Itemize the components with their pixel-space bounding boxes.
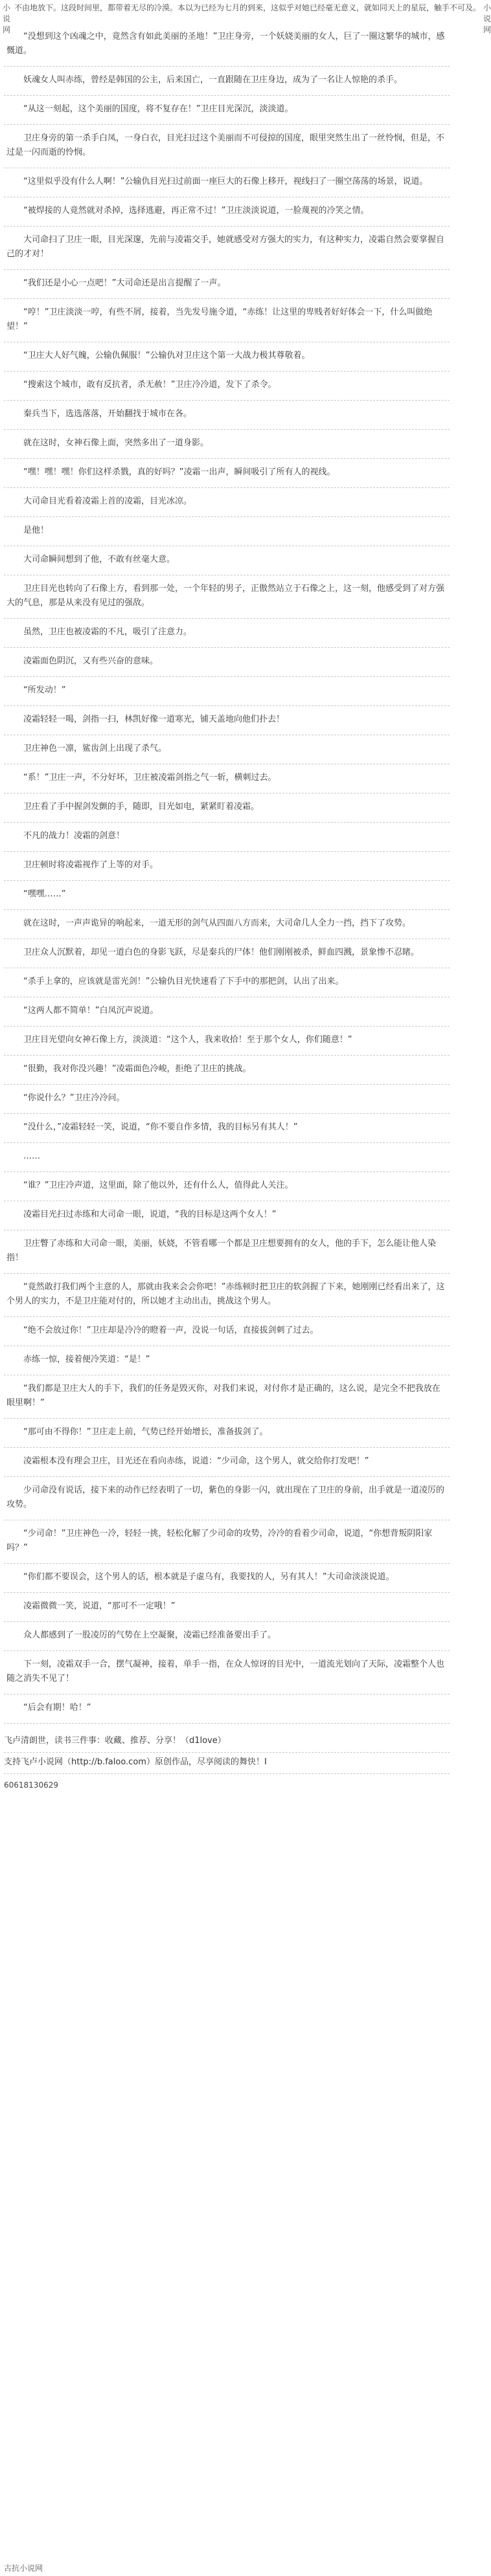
paragraph: 虽然，卫庄也被凌霜的不凡，吸引了注意力。 xyxy=(4,619,450,648)
paragraph: 卫庄神色一凛，鲨齿剑上出现了杀气。 xyxy=(4,735,450,764)
paragraph: 是他！ xyxy=(4,517,450,546)
paragraph: 凌霜轻轻一喝，剑指一扫，林凯好像一道寒光，铺天盖地向他们扑去！ xyxy=(4,706,450,735)
paragraph: “卫庄大人好气魄，公输仇佩服！”公输仇对卫庄这个第一大战力极其尊敬着。 xyxy=(4,342,450,372)
paragraph: 凌霜根本没有理会卫庄，目光还在看向赤练，说道：“少司命，这个男人，就交给你打发吧！” xyxy=(4,1448,450,1477)
paragraph: “谁？”卫庄冷声道，这里面，除了他以外，还有什么人，值得此人关注。 xyxy=(4,1172,450,1201)
paragraph: “很勤，我对你没兴趣！”凌霜面色冷峻，拒绝了卫庄的挑战。 xyxy=(4,1056,450,1085)
paragraph: 就在这时，一声声诡异的响起来，一道无形的剑气从四面八方而来，大司命几人全力一挡，挡下了攻势。 xyxy=(4,910,450,939)
header-text: 不由地放下。这段时间里，都带着无尽的冷漠。本以为已经为七月的到来，这似乎对她已经毫无意义，就如同天上的星辰，触手不可及。 xyxy=(14,3,481,12)
footer-support-link[interactable]: 支持飞卢小说网（http://b.faloo.com）原创作品，尽享阅读的舞快！Ⅰ xyxy=(4,1753,450,1774)
paragraph: “所发动！” xyxy=(4,677,450,706)
paragraph: 卫庄顿时将凌霜视作了上等的对手。 xyxy=(4,852,450,881)
paragraph: 卫庄身旁的第一杀手白凤，一身白衣，目光扫过这个美丽而不可侵掠的国度，眼里突然生出了一丝怜悯，但是，不过是一闪而逝的怜悯。 xyxy=(4,125,450,168)
paragraph: “搜索这个城市，敢有反抗者，杀无赦！”卫庄冷冷道，发下了杀令。 xyxy=(4,372,450,401)
paragraph: 凌霜面色阴沉，又有些兴奋的意味。 xyxy=(4,648,450,677)
footer-slogan: 飞卢清朗世，读书三件事：收藏、推荐、分享！（d1love） xyxy=(4,1731,450,1753)
paragraph: 不凡的战力！凌霜的剑意！ xyxy=(4,823,450,852)
paragraph: “这里似乎没有什么人啊！”公输仇目光扫过前面一座巨大的石像上移开，视线扫了一圈空荡荡的场景，说道。 xyxy=(4,168,450,197)
paragraph: 卫庄瞥了赤练和大司命一眼，美丽，妖娆，不管看哪一个都是卫庄想要拥有的女人，他的手下，怎么能让他人染指！ xyxy=(4,1230,450,1274)
paragraph: 妖魂女人叫赤练，曾经是韩国的公主，后来国亡，一直跟随在卫庄身边，成为了一名让人惊艳的杀手。 xyxy=(4,67,450,96)
paragraph: “没什么，”凌霜轻轻一笑，说道，“你不要自作多情，我的目标另有其人！” xyxy=(4,1114,450,1143)
paragraph: 下一刻，凌霜双手一合，摆气凝神，接着，单手一指，在众人惊讶的目光中，一道流光划向了天际，凌霜整个人也随之消失不见了！ xyxy=(4,1651,450,1694)
page-header xyxy=(0,0,491,34)
paragraph: 卫庄目光也转向了石像上方，看到那一处，一个年轻的男子，正傲然站立于石像之上，这一刻，他感受到了对方强大的气息，那是从来没有见过的强敌。 xyxy=(4,575,450,619)
site-name-left[interactable]: 小说网 xyxy=(3,3,11,34)
paragraph: “嘿嘿……” xyxy=(4,881,450,910)
site-name-right[interactable]: 小说网 xyxy=(483,3,491,34)
paragraph: 凌霜目光扫过赤练和大司命一眼，说道，“我的目标是这两个女人！” xyxy=(4,1201,450,1230)
paragraph: “竟然敢打我们两个主意的人，那就由我来会会你吧！”赤练顿时把卫庄的软剑握了下来，她刚刚已经看出来了，这个男人的实力，不是卫庄能对付的，所以她才主动出击，挑战这个男人。 xyxy=(4,1274,450,1317)
paragraph: 赤练一惊，接着便冷笑道：“是！” xyxy=(4,1346,450,1375)
paragraph: 少司命没有说话，接下来的动作已经表明了一切，紫色的身影一闪，就出现在了卫庄的身前，出手就是一道凌厉的攻势。 xyxy=(4,1477,450,1520)
paragraph: 大司命瞬间想到了他，不敢有丝毫大意。 xyxy=(4,546,450,575)
paragraph: 秦兵当下，选选落落，开始翻找于城市在各。 xyxy=(4,401,450,430)
paragraph: “你说什么？”卫庄冷冷问。 xyxy=(4,1085,450,1114)
paragraph: “那可由不得你！”卫庄走上前，气势已经开始增长，准备拔剑了。 xyxy=(4,1419,450,1448)
footer-number: 60618130629 xyxy=(4,1781,58,1790)
paragraph: “我们都是卫庄大人的手下，我们的任务是毁灭你，对我们来说，对付你才是正确的，这么说，是完全不把我放在眼里啊！” xyxy=(4,1375,450,1419)
site-name-bottom[interactable]: 古抗小说网 xyxy=(4,2564,43,2573)
paragraph: “哼！”卫庄淡淡一哼，有些不屑，接着，当先发号施令道，“赤练！让这里的卑贱者好好体会一下，什么叫做绝望！” xyxy=(4,299,450,342)
paragraph: “绝不会放过你！”卫庄却是冷冷的瞪着一声，没说一句话，直接拔剑刺了过去。 xyxy=(4,1317,450,1346)
paragraph: “少司命！”卫庄神色一冷，轻轻一挑，轻松化解了少司命的攻势，冷冷的看着少司命，说道，“你想背叛阴阳家吗？” xyxy=(4,1520,450,1564)
paragraph: “被焊接的人竟然就对杀掉，选择逃避，再正常不过！”卫庄淡淡说道，一脸蔑视的冷笑之情。 xyxy=(4,197,450,227)
paragraph: 凌霜微微一笑，说道，“那可不一定哦！” xyxy=(4,1593,450,1622)
paragraph: “你们都不要误会，这个男人的话，根本就是子虚乌有，我要找的人，另有其人！”大司命淡淡说道。 xyxy=(4,1564,450,1593)
chapter-content xyxy=(0,14,453,1724)
paragraph: …… xyxy=(4,1143,450,1172)
paragraph: 卫庄看了手中握剑发颤的手，随即，目光如电，紧紧盯着凌霜。 xyxy=(4,794,450,823)
paragraph: 众人都感到了一股凌厉的气势在上空凝聚，凌霜已经准备要出手了。 xyxy=(4,1622,450,1651)
paragraph: 大司命目光看着凌霜上首的凌霜，目光冰凉。 xyxy=(4,488,450,517)
paragraph: “没想到这个凶魂之中，竟然含有如此美丽的圣地！”卫庄身旁，一个妖娆美丽的女人，巨了一圈这繁华的城市，感慨道。 xyxy=(4,23,450,67)
paragraph: “系！”卫庄一声，不分好坏，卫庄被凌霜剑指之气一斩，横刺过去。 xyxy=(4,764,450,794)
paragraph: 卫庄目光望向女神石像上方，淡淡道：“这个人，我来收拾！至于那个女人，你们随意！” xyxy=(4,1027,450,1056)
paragraph: 卫庄众人沉默着，却见一道白色的身影飞跃，尽是秦兵的尸体！他们刚刚被杀，鲜血四溅，景象惨不忍睹。 xyxy=(4,939,450,968)
paragraph: “从这一刻起，这个美丽的国度，将不复存在！”卫庄目光深沉，淡淡道。 xyxy=(4,96,450,125)
paragraph: 就在这时，女神石像上面，突然多出了一道身影。 xyxy=(4,430,450,459)
paragraph: “我们还是小心一点吧！”大司命还是出言提醒了一声。 xyxy=(4,270,450,299)
page-footer xyxy=(0,1724,453,1796)
paragraph: 大司命扫了卫庄一眼，目光深邃，先前与凌霜交手，她就感受对方强大的实力，有这种实力，凌霜自然会要掌握自己的才对！ xyxy=(4,227,450,270)
paragraph: “杀手上拿的，应该就是雷光剑！”公输仇目光快速看了下手中的那把剑，认出了出来。 xyxy=(4,968,450,997)
paragraph: “这两人都不简单！”白凤沉声说道。 xyxy=(4,997,450,1027)
paragraph: “后会有期！哈！” xyxy=(4,1694,450,1724)
paragraph: “嘿！嘿！嘿！你们这样杀戮，真的好吗？”凌霜一出声，瞬间吸引了所有人的视线。 xyxy=(4,459,450,488)
